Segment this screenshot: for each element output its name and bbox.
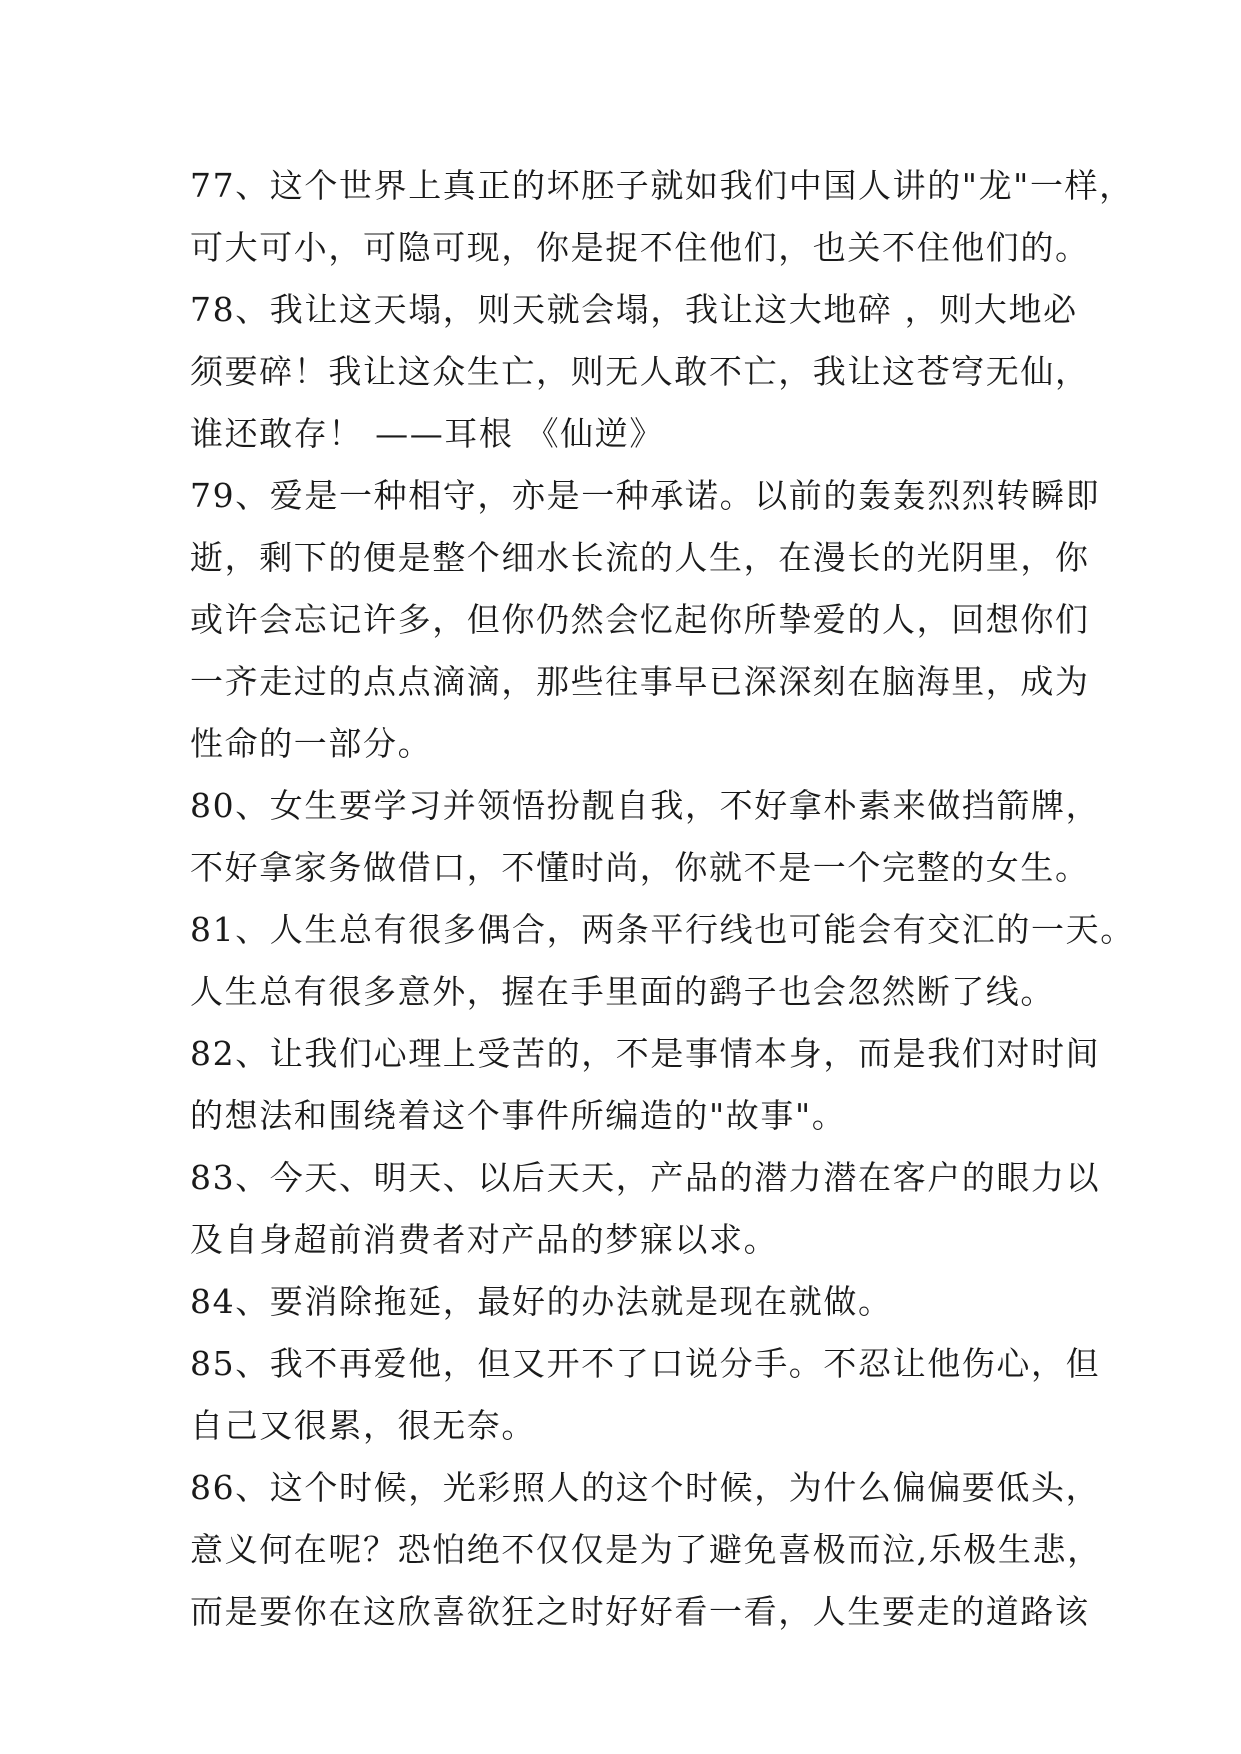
text-line: 可大可小，可隐可现，你是捉不住他们，也关不住他们的。 bbox=[190, 228, 1090, 267]
text-line: 意义何在呢？恐怕绝不仅仅是为了避免喜极而泣,乐极生悲， bbox=[190, 1530, 1102, 1569]
text-line: 77、这个世界上真正的坏胚子就如我们中国人讲的"龙"一样， bbox=[190, 166, 1134, 205]
text-line: 人生总有很多意外，握在手里面的鹞子也会忽然断了线。 bbox=[190, 972, 1055, 1011]
text-line: 82、让我们心理上受苦的，不是事情本身，而是我们对时间 bbox=[190, 1034, 1101, 1073]
text-line: 78、我让这天塌，则天就会塌，我让这大地碎 ，则大地必 bbox=[190, 290, 1078, 329]
text-line: 84、要消除拖延，最好的办法就是现在就做。 bbox=[190, 1282, 893, 1321]
text-line: 85、我不再爱他，但又开不了口说分手。不忍让他伤心，但 bbox=[190, 1344, 1101, 1383]
text-line: 86、这个时候，光彩照人的这个时候，为什么偏偏要低头， bbox=[190, 1468, 1101, 1507]
text-line: 一齐走过的点点滴滴，那些往事早已深深刻在脑海里，成为 bbox=[190, 662, 1090, 701]
text-line: 自己又很累，很无奈。 bbox=[190, 1406, 536, 1445]
text-line: 的想法和围绕着这个事件所编造的"故事"。 bbox=[190, 1096, 847, 1135]
text-line: 而是要你在这欣喜欲狂之时好好看一看，人生要走的道路该 bbox=[190, 1592, 1090, 1631]
text-line: 须要碎！我让这众生亡，则无人敢不亡，我让这苍穹无仙， bbox=[190, 352, 1090, 391]
text-line: 或许会忘记许多，但你仍然会忆起你所挚爱的人，回想你们 bbox=[190, 600, 1090, 639]
text-line: 性命的一部分。 bbox=[190, 724, 433, 763]
text-line: 80、女生要学习并领悟扮靓自我，不好拿朴素来做挡箭牌， bbox=[190, 786, 1101, 825]
document-body bbox=[190, 155, 1135, 1643]
text-line: 79、爱是一种相守，亦是一种承诺。以前的轰轰烈烈转瞬即 bbox=[190, 476, 1101, 515]
text-line: 不好拿家务做借口，不懂时尚，你就不是一个完整的女生。 bbox=[190, 848, 1090, 887]
text-line: 逝，剩下的便是整个细水长流的人生，在漫长的光阴里，你 bbox=[190, 538, 1090, 577]
text-line: 及自身超前消费者对产品的梦寐以求。 bbox=[190, 1220, 779, 1259]
text-line: 谁还敢存！ ——耳根 《仙逆》 bbox=[190, 414, 664, 453]
text-line: 83、今天、明天、以后天天，产品的潜力潜在客户的眼力以 bbox=[190, 1158, 1101, 1197]
text-line: 81、人生总有很多偶合，两条平行线也可能会有交汇的一天。 bbox=[190, 910, 1135, 949]
